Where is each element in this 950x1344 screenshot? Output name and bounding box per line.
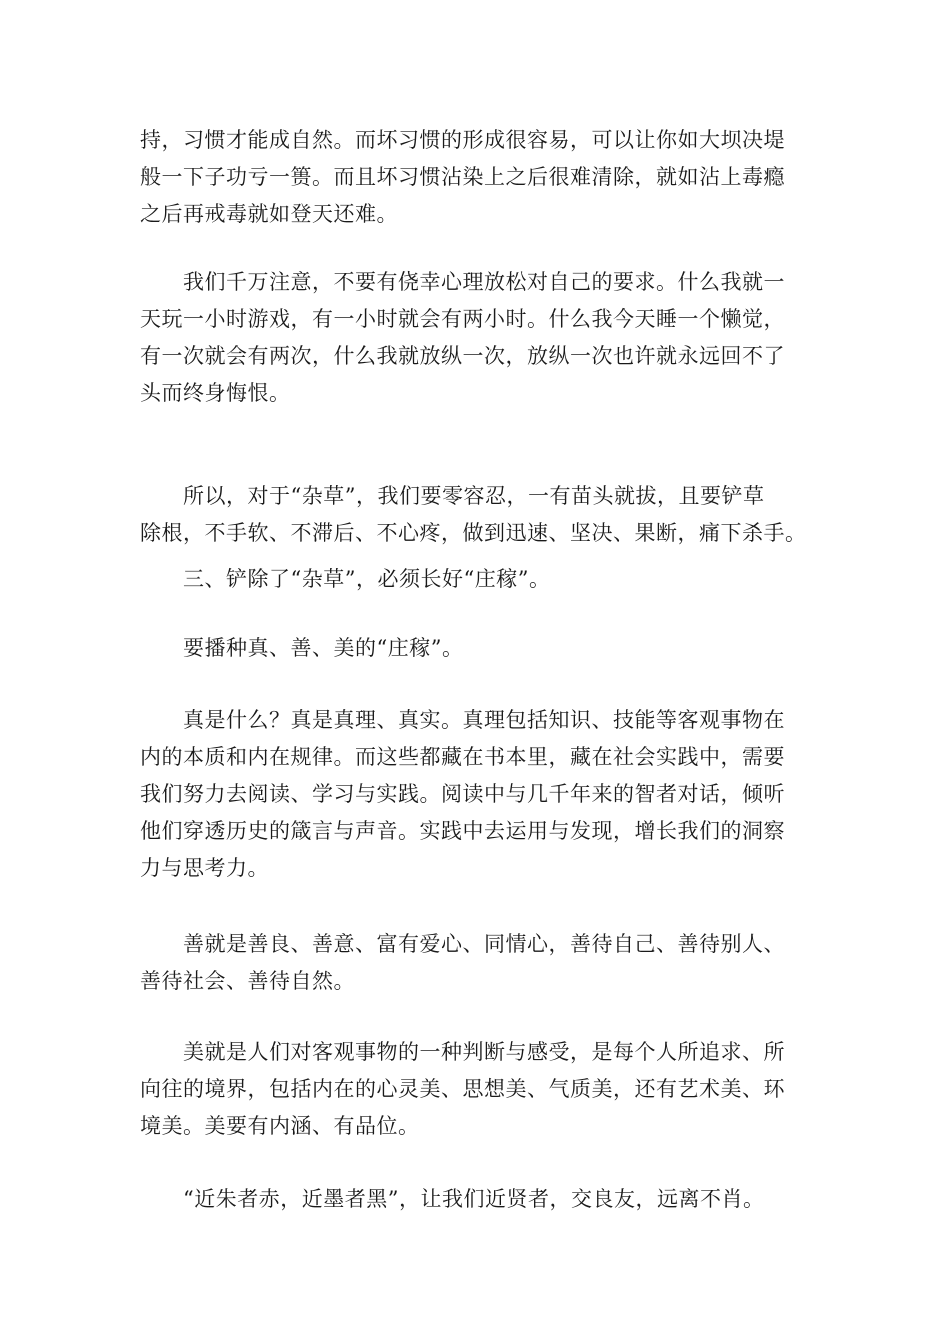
paragraph-zero-tolerance (140, 478, 820, 552)
paragraph-beauty (140, 1034, 820, 1145)
paragraph-line: “近朱者赤，近墨者黑”，让我们近贤者，交良友，远离不肖。 (140, 1187, 765, 1211)
paragraph-line: 我们千万注意，不要有侥幸心理放松对自己的要求。什么我就一 (140, 270, 785, 294)
paragraph-line: 头而终身悔恨。 (140, 381, 291, 405)
paragraph-line: 持，习惯才能成自然。而坏习惯的形成很容易，可以让你如大坝决堤 (140, 128, 785, 152)
paragraph-line: 真是什么？真是真理、真实。真理包括知识、技能等客观事物在 (140, 708, 785, 732)
paragraph-line: 向往的境界，包括内在的心灵美、思想美、气质美，还有艺术美、环 (140, 1077, 785, 1101)
paragraph-line: 所以，对于“杂草”，我们要零容忍，一有苗头就拔，且要铲草 (140, 484, 765, 508)
paragraph-line: 善待社会、善待自然。 (140, 969, 355, 993)
paragraph-no-luck (140, 264, 820, 412)
paragraph-line: 他们穿透历史的箴言与声音。实践中去运用与发现，增长我们的洞察 (140, 819, 785, 843)
paragraph-line: 力与思考力。 (140, 856, 269, 880)
paragraph-goodness (140, 926, 820, 1000)
paragraph-truth (140, 702, 820, 887)
paragraph-line: 除根，不手软、不滞后、不心疼，做到迅速、坚决、果断，痛下杀手。 (140, 521, 807, 545)
paragraph-line: 美就是人们对客观事物的一种判断与感受，是每个人所追求、所 (140, 1040, 785, 1064)
paragraph-line: 三、铲除了“杂草”，必须长好“庄稼”。 (140, 567, 551, 591)
paragraph-line: 有一次就会有两次，什么我就放纵一次，放纵一次也许就永远回不了 (140, 344, 785, 368)
paragraph-line: 天玩一小时游戏，有一小时就会有两小时。什么我今天睡一个懒觉， (140, 307, 785, 331)
paragraph-line: 之后再戒毒就如登天还难。 (140, 202, 398, 226)
paragraph-line: 善就是善良、善意、富有爱心、同情心，善待自己、善待别人、 (140, 932, 785, 956)
paragraph-line: 我们努力去阅读、学习与实践。阅读中与几千年来的智者对话，倾听 (140, 782, 785, 806)
paragraph-line: 般一下子功亏一篑。而且坏习惯沾染上之后很难清除，就如沾上毒瘾 (140, 165, 785, 189)
paragraph-proverb (140, 1181, 820, 1218)
section-heading-three (140, 561, 820, 598)
paragraph-bad-habits (140, 122, 820, 233)
paragraph-line: 内的本质和内在规律。而这些都藏在书本里，藏在社会实践中，需要 (140, 745, 785, 769)
paragraph-line: 境美。美要有内涵、有品位。 (140, 1114, 420, 1138)
paragraph-plant-truth-goodness-beauty (140, 630, 820, 667)
paragraph-line: 要播种真、善、美的“庄稼”。 (140, 636, 464, 660)
